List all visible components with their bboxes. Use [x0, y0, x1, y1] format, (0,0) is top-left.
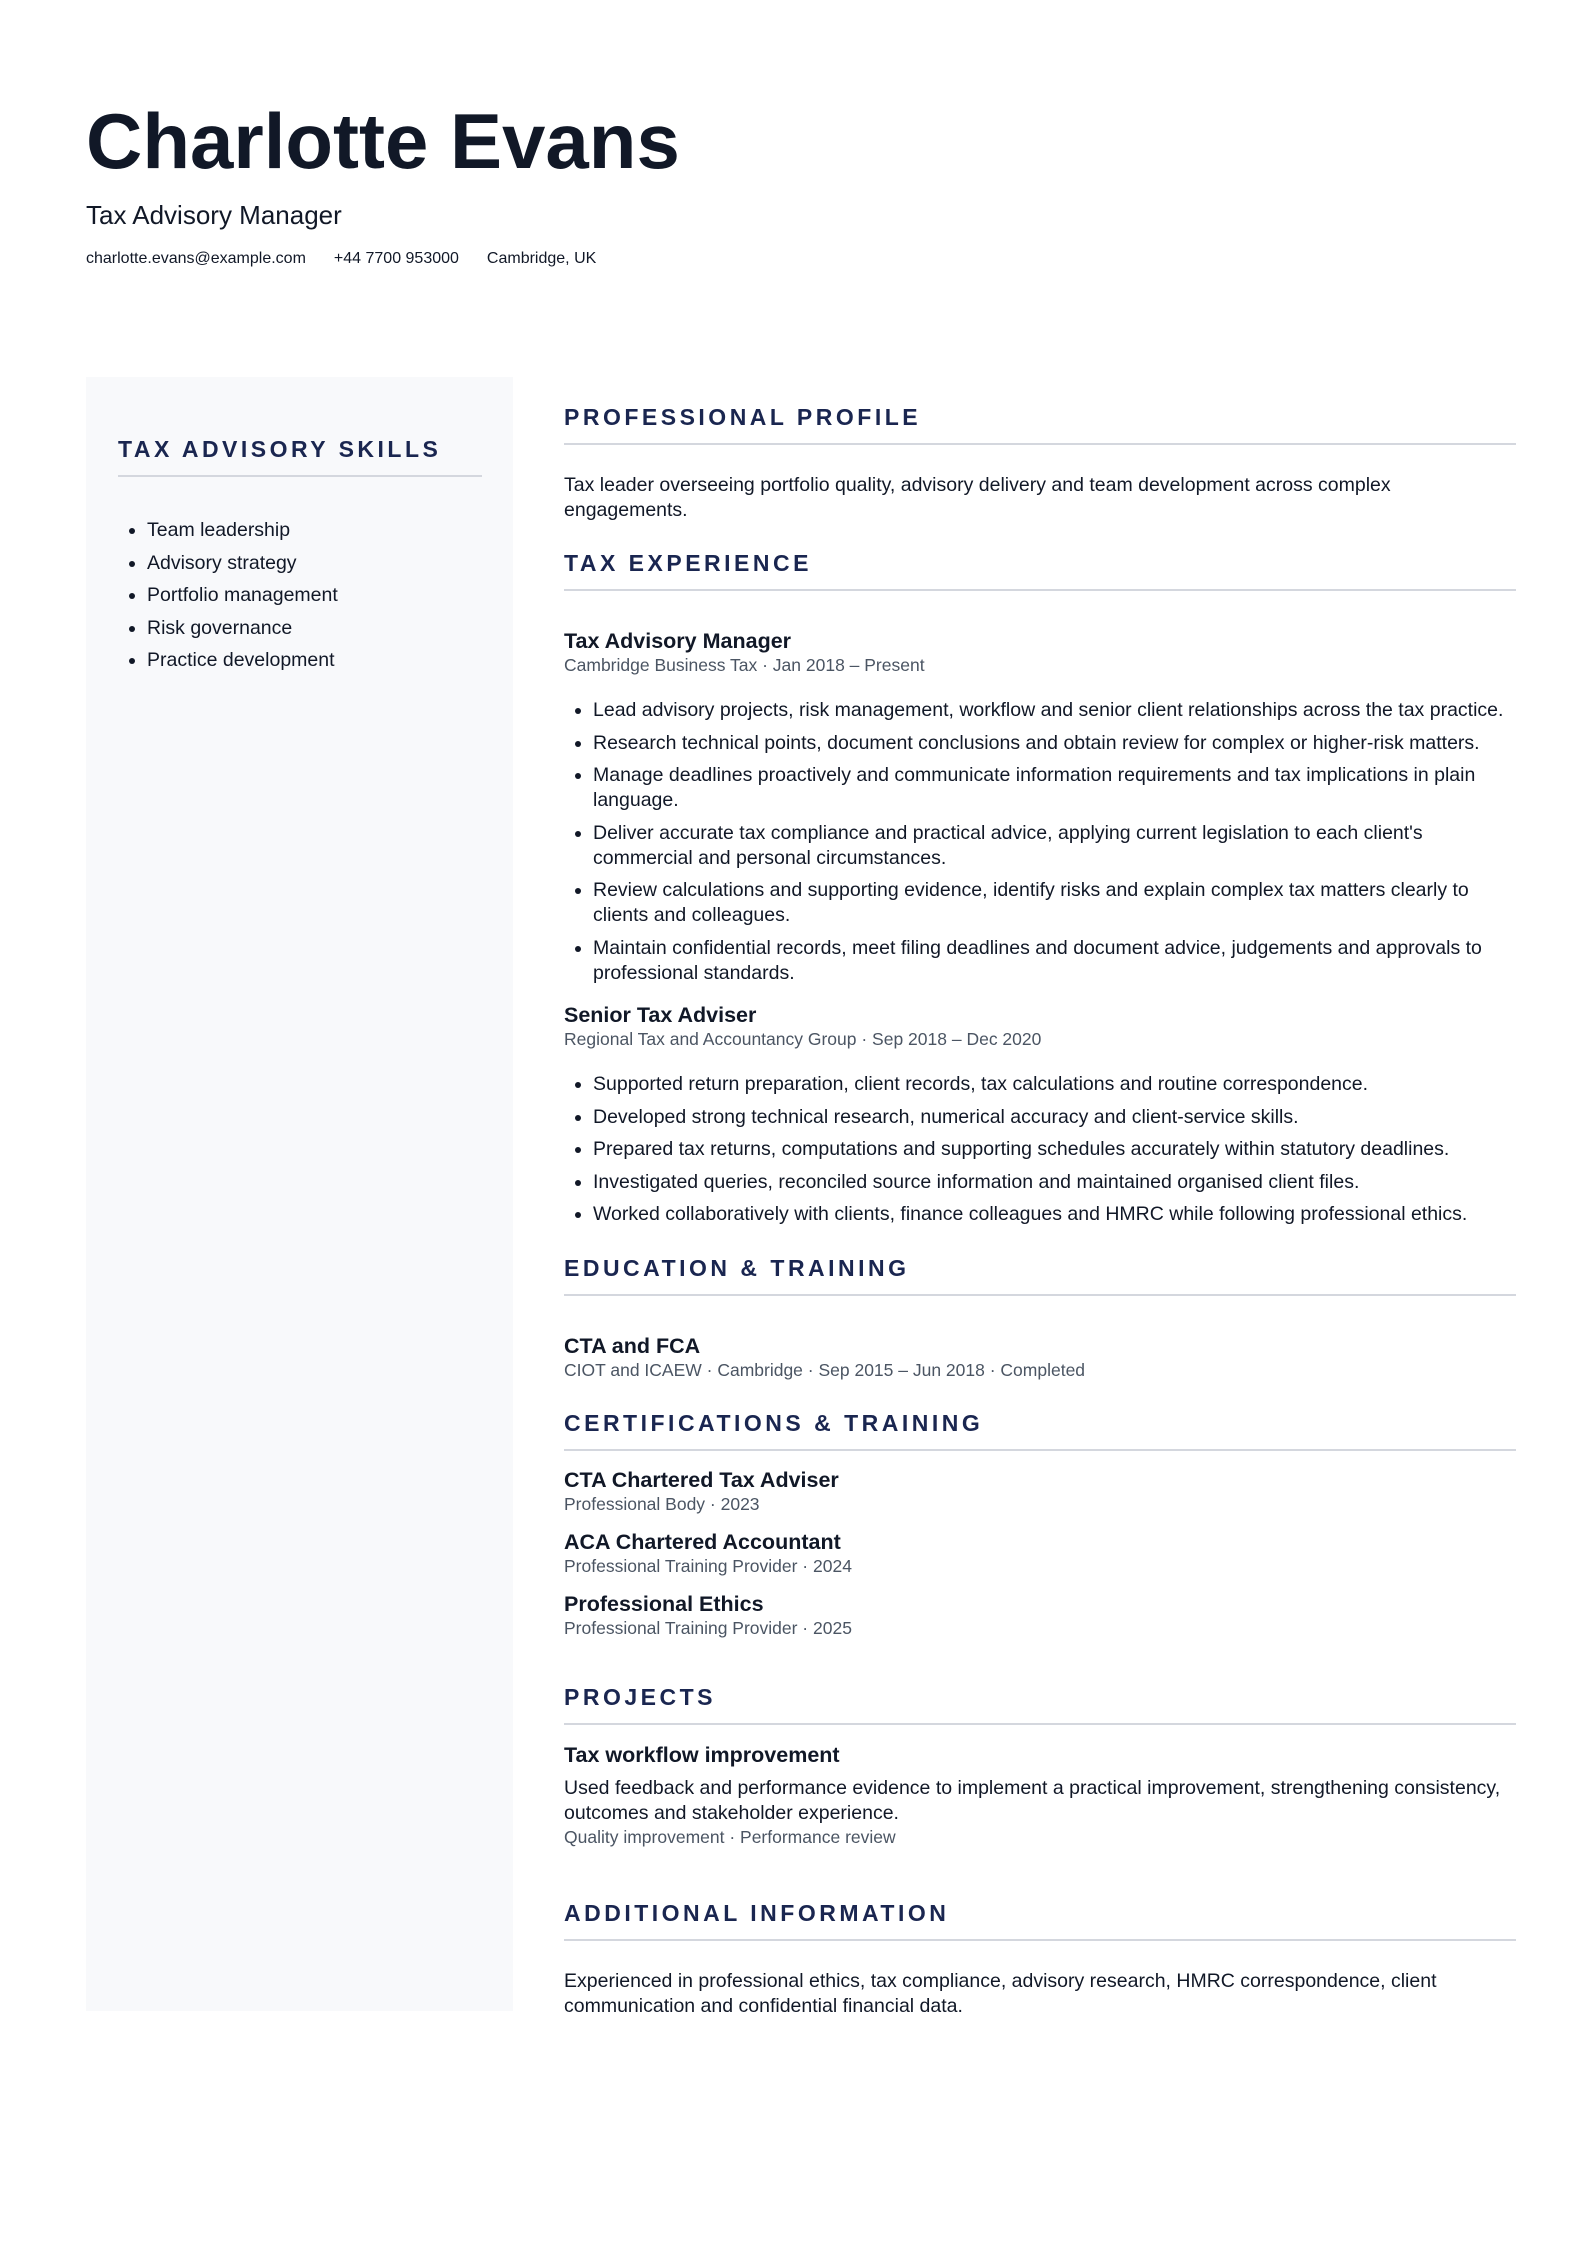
profile-text: Tax leader overseeing portfolio quality, advisory delivery and team development across complex engagements.: [564, 474, 1391, 521]
certification-entry: [564, 1468, 1516, 1515]
project-description: Used feedback and performance evidence to implement a practical improvement, strengthening consistency, outcomes and stakeholder experience.: [564, 1777, 1501, 1824]
job-bullet: • Research technical points, document conclusions and obtain review for complex or higher-risk matters.: [593, 731, 1516, 756]
candidate-title: Tax Advisory Manager: [86, 200, 342, 230]
certification-meta: Professional Training Provider · 2024: [564, 1556, 852, 1576]
section-divider: [118, 475, 482, 477]
experience-heading: TAX EXPERIENCE: [564, 550, 812, 576]
additional-heading: ADDITIONAL INFORMATION: [564, 1900, 950, 1926]
education-entry: [564, 1334, 1516, 1381]
skill-item: • Risk governance: [147, 612, 482, 645]
skill-item: • Advisory strategy: [147, 547, 482, 580]
job-entry: [564, 1003, 1516, 1235]
education-heading: EDUCATION & TRAINING: [564, 1255, 910, 1281]
candidate-name: Charlotte Evans: [86, 97, 680, 185]
certifications-section: [564, 1409, 1516, 1451]
section-divider: [564, 1939, 1516, 1941]
section-divider: [564, 1449, 1516, 1451]
job-bullet: • Lead advisory projects, risk management, workflow and senior client relationships across the tax practice.: [593, 698, 1516, 723]
certification-title: Professional Ethics: [564, 1592, 764, 1616]
job-bullet: • Worked collaboratively with clients, finance colleagues and HMRC while following professional ethics.: [593, 1202, 1516, 1227]
sidebar: [86, 377, 513, 2011]
skill-item: • Team leadership: [147, 514, 482, 547]
job-title: Senior Tax Adviser: [564, 1003, 757, 1027]
job-entry: [564, 629, 1516, 993]
job-bullet: • Supported return preparation, client records, tax calculations and routine correspondence.: [593, 1072, 1516, 1097]
job-bullet: • Manage deadlines proactively and communicate information requirements and tax implications in plain language.: [593, 763, 1516, 813]
section-divider: [564, 1723, 1516, 1725]
job-bullets: [564, 698, 1516, 986]
job-bullets: [564, 1072, 1516, 1227]
section-divider: [564, 443, 1516, 445]
certification-entry: [564, 1592, 1516, 1639]
experience-section: [564, 549, 1516, 591]
job-title: Tax Advisory Manager: [564, 629, 792, 653]
certification-title: ACA Chartered Accountant: [564, 1530, 841, 1554]
job-meta: Regional Tax and Accountancy Group · Sep 2018 – Dec 2020: [564, 1029, 1042, 1049]
project-meta: Quality improvement · Performance review: [564, 1827, 896, 1847]
job-bullet: • Review calculations and supporting evidence, identify risks and explain complex tax matters clearly to clients and colleagues.: [593, 878, 1516, 928]
job-meta: Cambridge Business Tax · Jan 2018 – Present: [564, 655, 925, 675]
education-section: [564, 1254, 1516, 1296]
contact-phone[interactable]: +44 7700 953000: [333, 250, 459, 267]
skills-section: [118, 435, 482, 677]
contact-location: Cambridge, UK: [486, 250, 597, 267]
profile-heading: PROFESSIONAL PROFILE: [564, 404, 922, 430]
job-bullet: • Maintain confidential records, meet filing deadlines and document advice, judgements and approvals to professional standards.: [593, 936, 1516, 986]
skill-item: • Portfolio management: [147, 579, 482, 612]
contact-email[interactable]: charlotte.evans@example.com: [86, 250, 306, 267]
certification-meta: Professional Body · 2023: [564, 1494, 760, 1514]
skills-heading: TAX ADVISORY SKILLS: [118, 436, 442, 462]
job-bullet: • Prepared tax returns, computations and supporting schedules accurately within statutory deadlines.: [593, 1137, 1516, 1162]
additional-text: Experienced in professional ethics, tax compliance, advisory research, HMRC correspondence, client communication and confidential financial data.: [564, 1970, 1437, 2017]
skill-item: • Practice development: [147, 644, 482, 677]
section-divider: [564, 589, 1516, 591]
project-title: Tax workflow improvement: [564, 1743, 840, 1767]
skills-list: [118, 514, 482, 677]
education-meta: CIOT and ICAEW · Cambridge · Sep 2015 – Jun 2018 · Completed: [564, 1360, 1086, 1380]
projects-section: [564, 1683, 1516, 1725]
additional-section: [564, 1899, 1516, 2019]
job-bullet: • Deliver accurate tax compliance and practical advice, applying current legislation to each client's commercial and personal circumstances.: [593, 821, 1516, 871]
contact-info: [86, 248, 1506, 270]
job-bullet: • Investigated queries, reconciled source information and maintained organised client files.: [593, 1170, 1516, 1195]
education-title: CTA and FCA: [564, 1334, 701, 1358]
certification-title: CTA Chartered Tax Adviser: [564, 1468, 839, 1492]
projects-heading: PROJECTS: [564, 1684, 716, 1710]
certification-meta: Professional Training Provider · 2025: [564, 1618, 852, 1638]
certification-entry: [564, 1530, 1516, 1577]
profile-section: [564, 403, 1516, 523]
project-entry: [564, 1743, 1516, 1848]
job-bullet: • Developed strong technical research, numerical accuracy and client-service skills.: [593, 1105, 1516, 1130]
section-divider: [564, 1294, 1516, 1296]
certifications-heading: CERTIFICATIONS & TRAINING: [564, 1410, 984, 1436]
resume-header: [86, 96, 1506, 270]
